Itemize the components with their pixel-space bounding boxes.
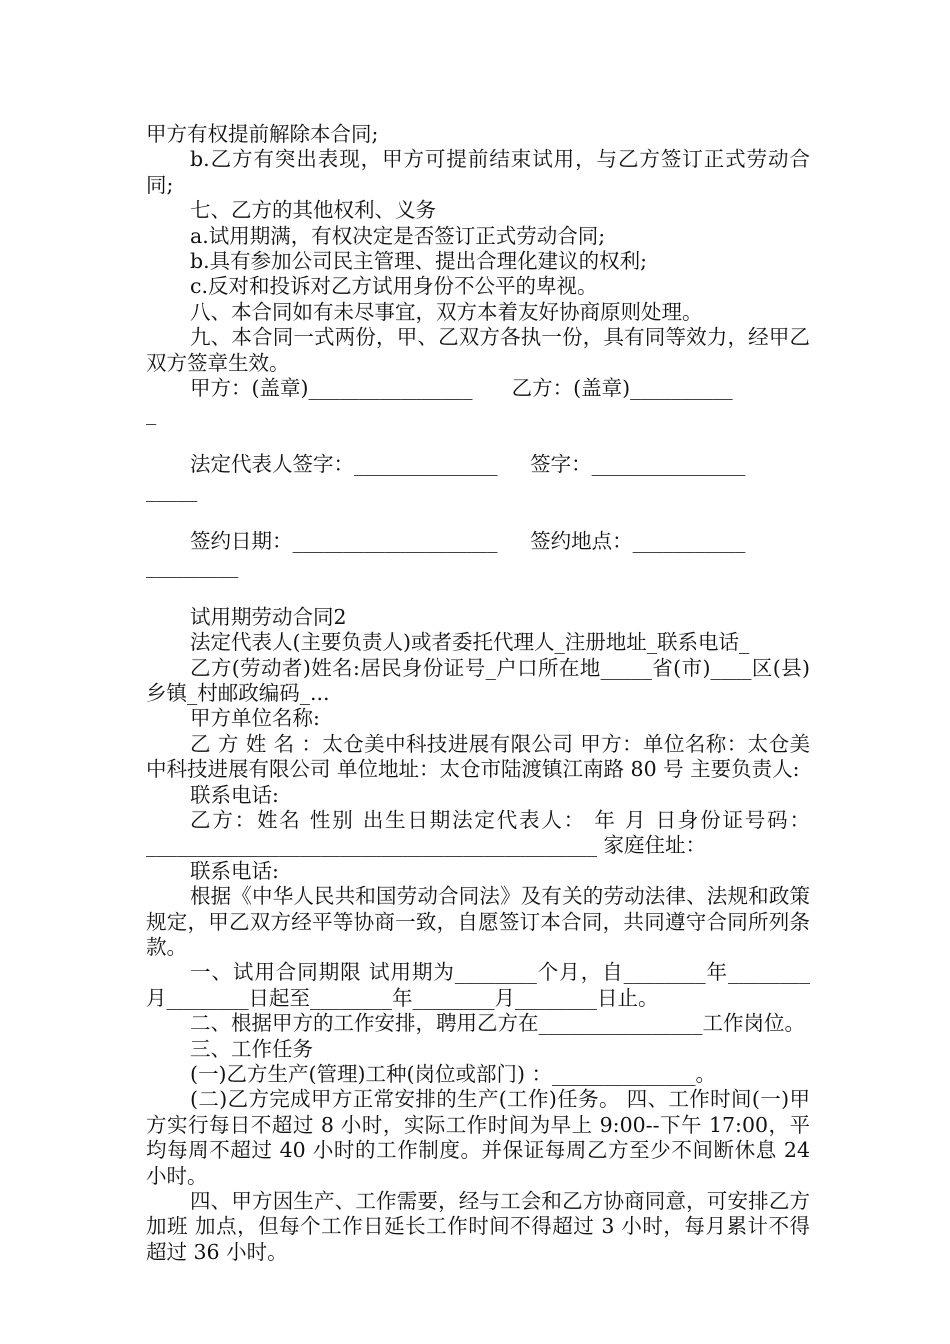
text-paragraph: 四、甲方因生产、工作需要，经与工会和乙方协商同意，可安排乙方加班 加点，但每个工作日延长工作时间不得超过 3 小时，每月累计不得超过 36 小时。 xyxy=(146,1189,810,1264)
text-paragraph: (二)乙方完成甲方正常安排的生产(工作)任务。 四、工作时间(一)甲方实行每日不超过 8 小时，实际工作时间为早上 9:00--下午 17:00，平均每周不超过 40 小时的工作制度。并保证每周乙方至少不间断休息 24 小时。 xyxy=(146,1087,817,1188)
text-paragraph: 二、根据甲方的工作安排，聘用乙方在________________工作岗位。 xyxy=(190,1011,805,1036)
text-paragraph: 签约日期：____________________ 签约地点：___________ xyxy=(190,528,746,553)
text-paragraph: 试用期劳动合同2 xyxy=(190,604,347,629)
text-paragraph: 一、试用合同期限 试用期为________个月，自________年________月________日起至________年________月________日止。 xyxy=(146,960,810,1010)
text-paragraph: 甲方：(盖章)________________ 乙方：(盖章)__________ xyxy=(190,376,733,401)
text-paragraph: 八、本合同如有未尽事宜，双方本着友好协商原则处理。 xyxy=(190,299,703,324)
text-paragraph: 九、本合同一式两份，甲、乙双方各执一份，具有同等效力，经甲乙双方签章生效。 xyxy=(146,325,810,375)
text-paragraph: _ xyxy=(146,401,157,426)
text-paragraph: 甲方有权提前解除本合同; xyxy=(146,122,379,146)
text-paragraph: a.试用期满，有权决定是否签订正式劳动合同; xyxy=(190,223,606,248)
text-paragraph: 乙方：姓名 性别 出生日期法定代表人： 年 月 日身份证号码：____________________________________________ 家庭住址： xyxy=(146,807,810,858)
text-paragraph: 联系电话: xyxy=(190,782,279,807)
text-paragraph: 法定代表人(主要负责人)或者委托代理人_注册地址_联系电话_ xyxy=(190,630,750,655)
text-paragraph: _________ xyxy=(146,553,239,578)
text-paragraph: 乙方(劳动者)姓名:居民身份证号_户口所在地_____省(市)____区(县)乡镇_村邮政编码_... xyxy=(146,655,810,705)
blank-line xyxy=(146,503,810,528)
text-paragraph: 三、工作任务 xyxy=(190,1036,313,1061)
text-paragraph: _____ xyxy=(146,477,198,502)
text-paragraph: c.反对和投诉对乙方试用身份不公平的卑视。 xyxy=(190,274,598,299)
text-paragraph: 法定代表人签字：______________ 签字：_______________ xyxy=(190,452,746,477)
text-paragraph: 甲方单位名称: xyxy=(190,706,320,731)
text-paragraph: (一)乙方生产(管理)工种(岗位或部门) ：______________。 xyxy=(190,1062,717,1087)
text-paragraph: b.具有参加公司民主管理、提出合理化建议的权利; xyxy=(190,249,648,274)
document-body xyxy=(146,122,817,1265)
text-paragraph: 乙 方 姓 名 ：太仓美中科技进展有限公司 甲方：单位名称：太仓美中科技进展有限公司 单位地址：太仓市陆渡镇江南路 80 号 主要负责人: xyxy=(146,731,810,782)
blank-line xyxy=(146,427,810,452)
text-paragraph: 七、乙方的其他权利、义务 xyxy=(190,198,436,223)
text-paragraph: b.乙方有突出表现，甲方可提前结束试用，与乙方签订正式劳动合同; xyxy=(146,147,810,197)
blank-line xyxy=(146,579,810,604)
text-paragraph: 联系电话: xyxy=(190,858,279,883)
text-paragraph: 根据《中华人民共和国劳动合同法》及有关的劳动法律、法规和政策规定，甲乙双方经平等协商一致，自愿签订本合同，共同遵守合同所列条款。 xyxy=(146,884,810,959)
